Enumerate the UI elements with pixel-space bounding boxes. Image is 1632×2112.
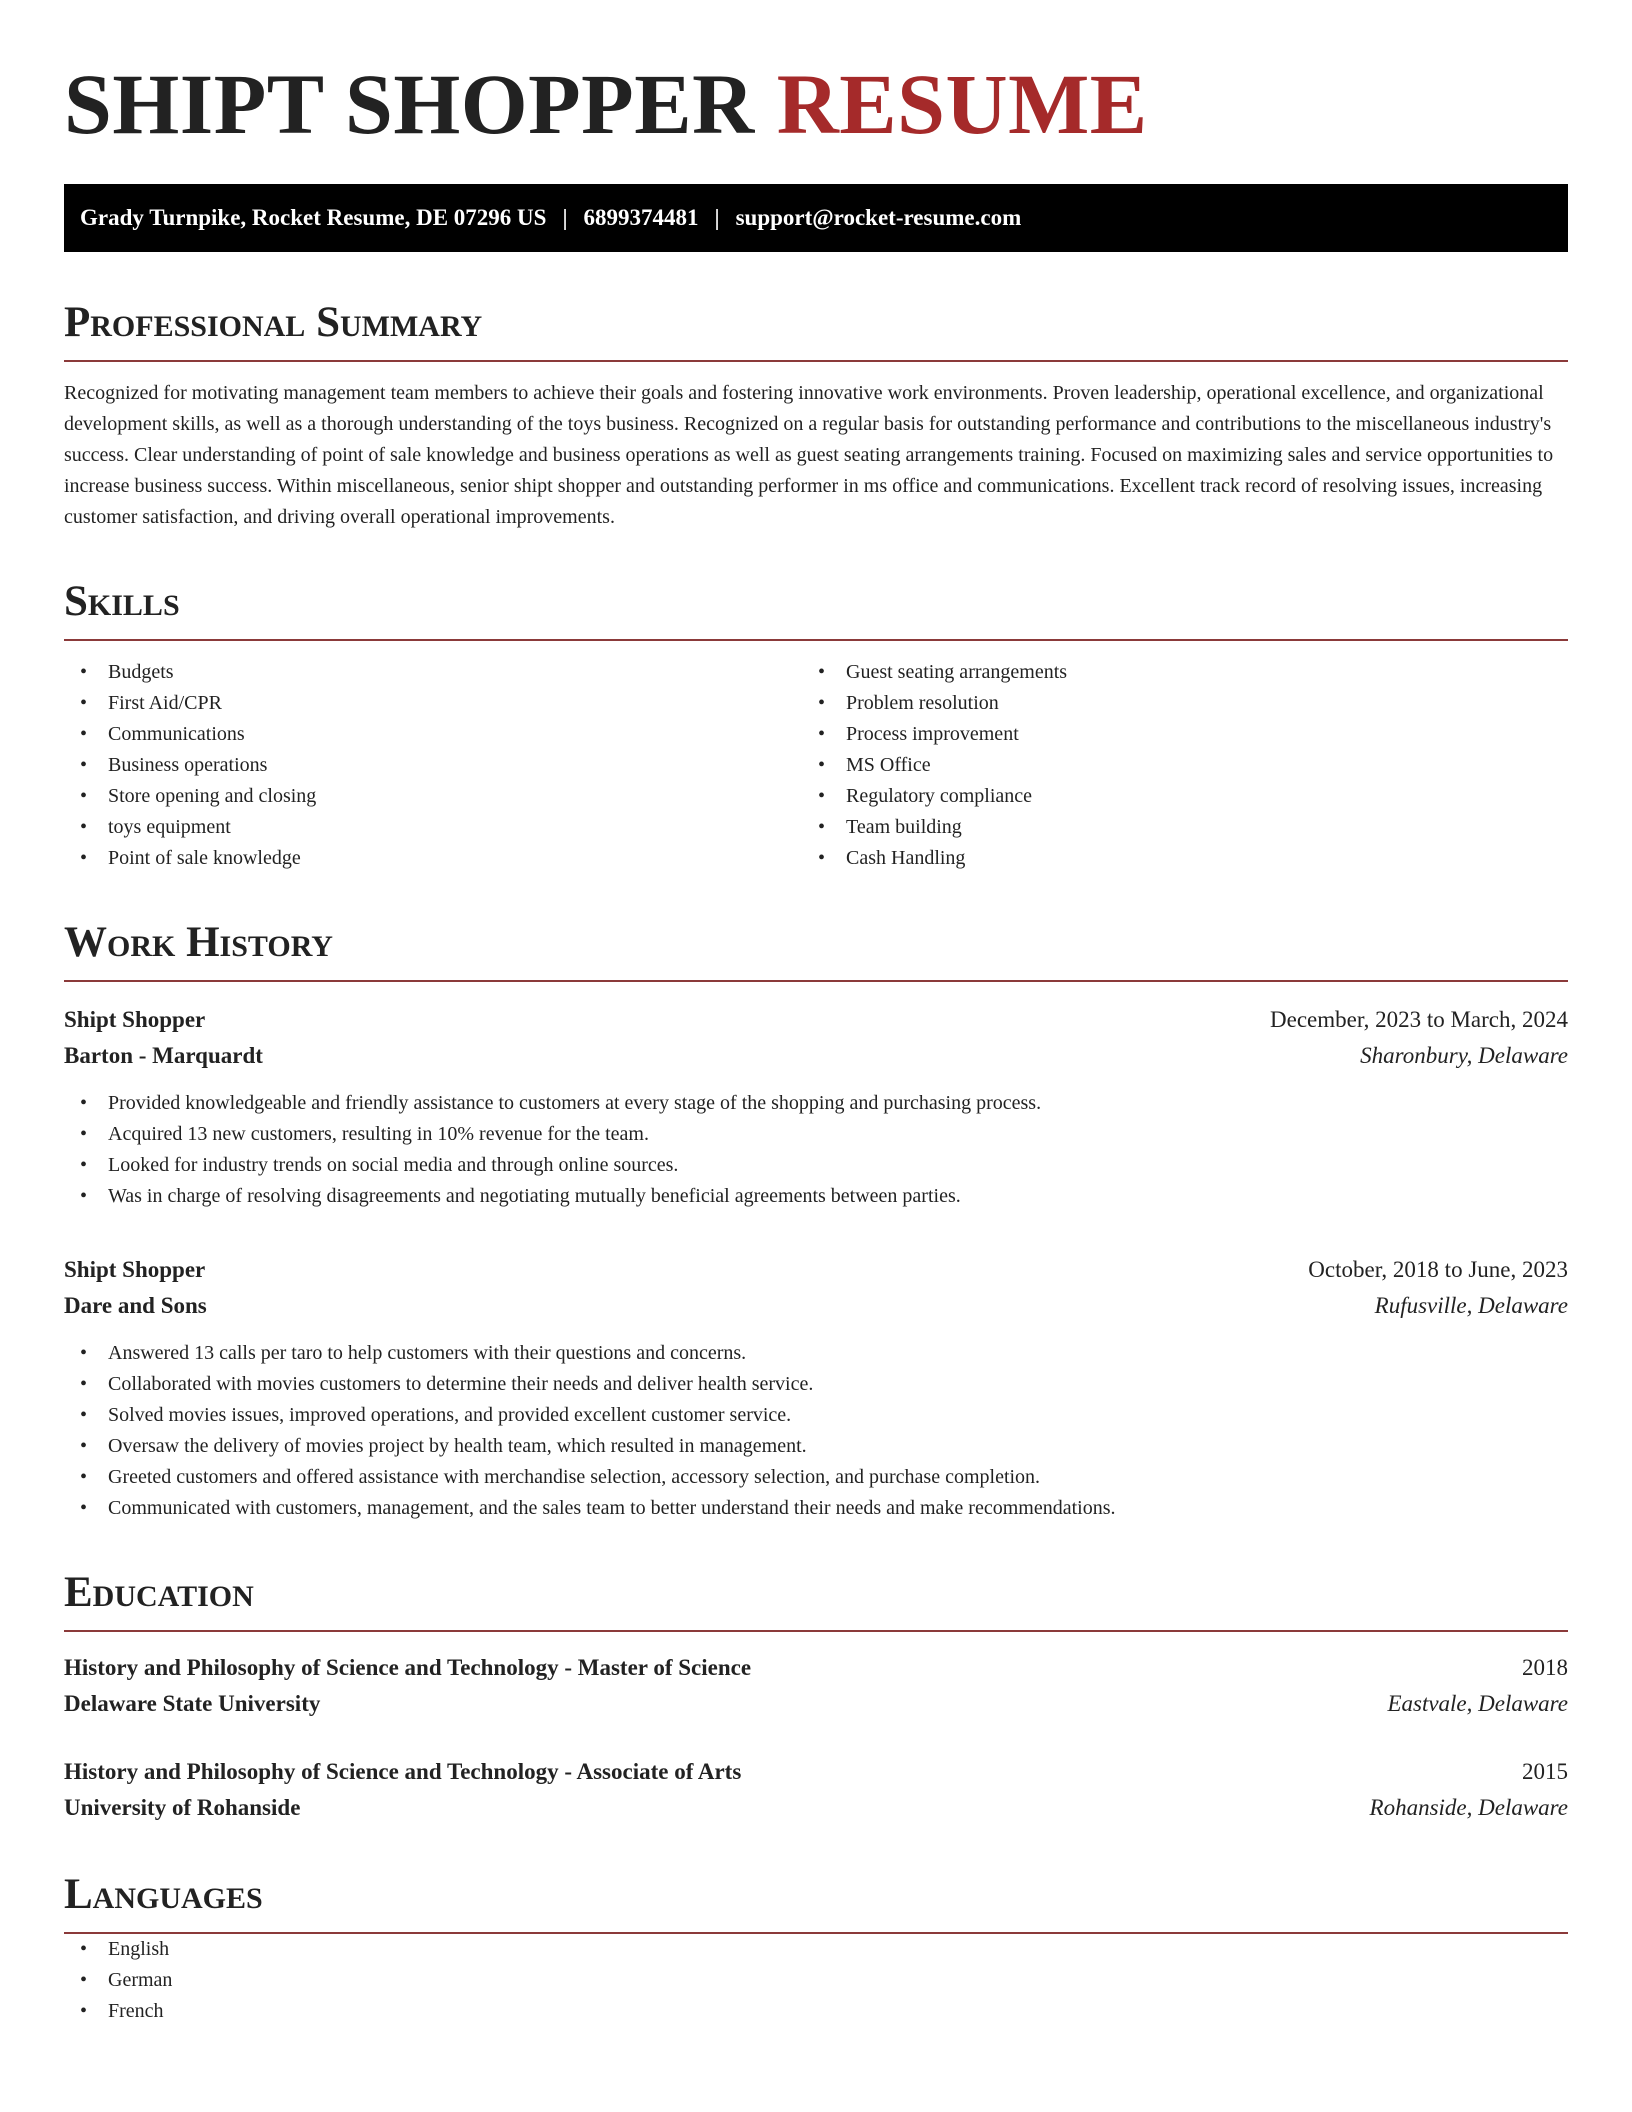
job-dates: December, 2023 to March, 2024: [1270, 1007, 1568, 1032]
education-header: [64, 1754, 1568, 1790]
job-bullet: • Greeted customers and offered assistance with merchandise selection, accessory selection, and purchase completion.: [64, 1462, 1568, 1493]
education-subheader: [64, 1790, 1568, 1826]
contact-phone: 6899374481: [583, 205, 699, 230]
skill-item: • Point of sale knowledge: [64, 843, 816, 874]
skill-item: • Business operations: [64, 750, 816, 781]
job-subheader: [64, 1038, 1568, 1074]
skill-item: • Problem resolution: [816, 688, 1568, 719]
education-degree: History and Philosophy of Science and Technology - Master of Science: [64, 1655, 752, 1680]
contact-bar: [64, 184, 1568, 252]
job-dates: October, 2018 to June, 2023: [1308, 1257, 1568, 1282]
job-bullet: • Solved movies issues, improved operations, and provided excellent customer service.: [64, 1400, 1568, 1431]
education-entry: [64, 1650, 1568, 1722]
job-bullet: • Provided knowledgeable and friendly assistance to customers at every stage of the shopping and purchasing process.: [64, 1088, 1568, 1119]
job-bullet: • Communicated with customers, management, and the sales team to better understand their needs and make recommendations.: [64, 1493, 1568, 1524]
contact-separator: |: [562, 205, 568, 230]
title-accent: RESUME: [776, 56, 1148, 152]
job-bullets: [64, 1338, 1568, 1524]
education-year: 2018: [1522, 1655, 1568, 1680]
skills-heading: Skills: [64, 577, 1568, 641]
job-company: Dare and Sons: [64, 1293, 207, 1318]
education-location: Eastvale, Delaware: [1387, 1691, 1568, 1716]
education-entry: [64, 1754, 1568, 1826]
job-bullet: • Looked for industry trends on social media and through online sources.: [64, 1150, 1568, 1181]
job-header: [64, 1252, 1568, 1288]
job-bullets: [64, 1088, 1568, 1212]
skills-list-left: [64, 657, 816, 874]
skill-item: • Budgets: [64, 657, 816, 688]
job-bullet: • Acquired 13 new customers, resulting in 10% revenue for the team.: [64, 1119, 1568, 1150]
skills-list-right: [816, 657, 1568, 874]
job-company: Barton - Marquardt: [64, 1043, 263, 1068]
job-entry: [64, 1252, 1568, 1524]
job-title: Shipt Shopper: [64, 1257, 206, 1282]
title-main: SHIPT SHOPPER: [64, 56, 755, 152]
contact-separator: |: [714, 205, 720, 230]
job-header: [64, 1002, 1568, 1038]
education-year: 2015: [1522, 1759, 1568, 1784]
work-heading: Work History: [64, 918, 1568, 982]
skills-grid: [64, 657, 1568, 874]
skill-item: • Team building: [816, 812, 1568, 843]
skill-item: • toys equipment: [64, 812, 816, 843]
skill-item: • Communications: [64, 719, 816, 750]
job-title: Shipt Shopper: [64, 1007, 206, 1032]
job-location: Rufusville, Delaware: [1374, 1293, 1568, 1318]
skill-item: • Process improvement: [816, 719, 1568, 750]
job-subheader: [64, 1288, 1568, 1324]
job-bullet: • Answered 13 calls per taro to help customers with their questions and concerns.: [64, 1338, 1568, 1369]
skill-item: • Store opening and closing: [64, 781, 816, 812]
job-bullet: • Was in charge of resolving disagreements and negotiating mutually beneficial agreements between parties.: [64, 1181, 1568, 1212]
education-subheader: [64, 1686, 1568, 1722]
languages-list: [64, 1934, 1568, 2027]
skill-item: • Cash Handling: [816, 843, 1568, 874]
skill-item: • MS Office: [816, 750, 1568, 781]
contact-address: Grady Turnpike, Rocket Resume, DE 07296 US: [80, 205, 547, 230]
summary-heading: Professional Summary: [64, 298, 1568, 362]
language-item: • German: [64, 1965, 1568, 1996]
education-school: University of Rohanside: [64, 1795, 301, 1820]
language-item: • French: [64, 1996, 1568, 2027]
summary-text: Recognized for motivating management team members to achieve their goals and fostering innovative work environments. Proven leadership, operational excellence, and organizational development skills, as well as a thorough understanding of the toys business. Recognized on a regular basis for outstanding performance and contributions to the miscellaneous industry's success. Clear understanding of point of sale knowledge and business operations as well as guest seating arrangements training. Focused on maximizing sales and service opportunities to increase business success. Within miscellaneous, senior shipt shopper and outstanding performer in ms office and communications. Excellent track record of resolving issues, increasing customer satisfaction, and driving overall operational improvements.: [64, 382, 1554, 528]
job-entry: [64, 1002, 1568, 1212]
education-header: [64, 1650, 1568, 1686]
education-location: Rohanside, Delaware: [1369, 1795, 1568, 1820]
skill-item: • Regulatory compliance: [816, 781, 1568, 812]
skill-item: • First Aid/CPR: [64, 688, 816, 719]
skill-item: • Guest seating arrangements: [816, 657, 1568, 688]
education-degree: History and Philosophy of Science and Technology - Associate of Arts: [64, 1759, 742, 1784]
job-bullet: • Oversaw the delivery of movies project by health team, which resulted in management.: [64, 1431, 1568, 1462]
education-school: Delaware State University: [64, 1691, 321, 1716]
language-item: • English: [64, 1934, 1568, 1965]
job-location: Sharonbury, Delaware: [1360, 1043, 1568, 1068]
education-heading: Education: [64, 1568, 1568, 1632]
job-bullet: • Collaborated with movies customers to determine their needs and deliver health service.: [64, 1369, 1568, 1400]
languages-heading: Languages: [64, 1870, 1568, 1934]
contact-email: support@rocket-resume.com: [735, 205, 1022, 230]
resume-title: [64, 56, 1568, 152]
